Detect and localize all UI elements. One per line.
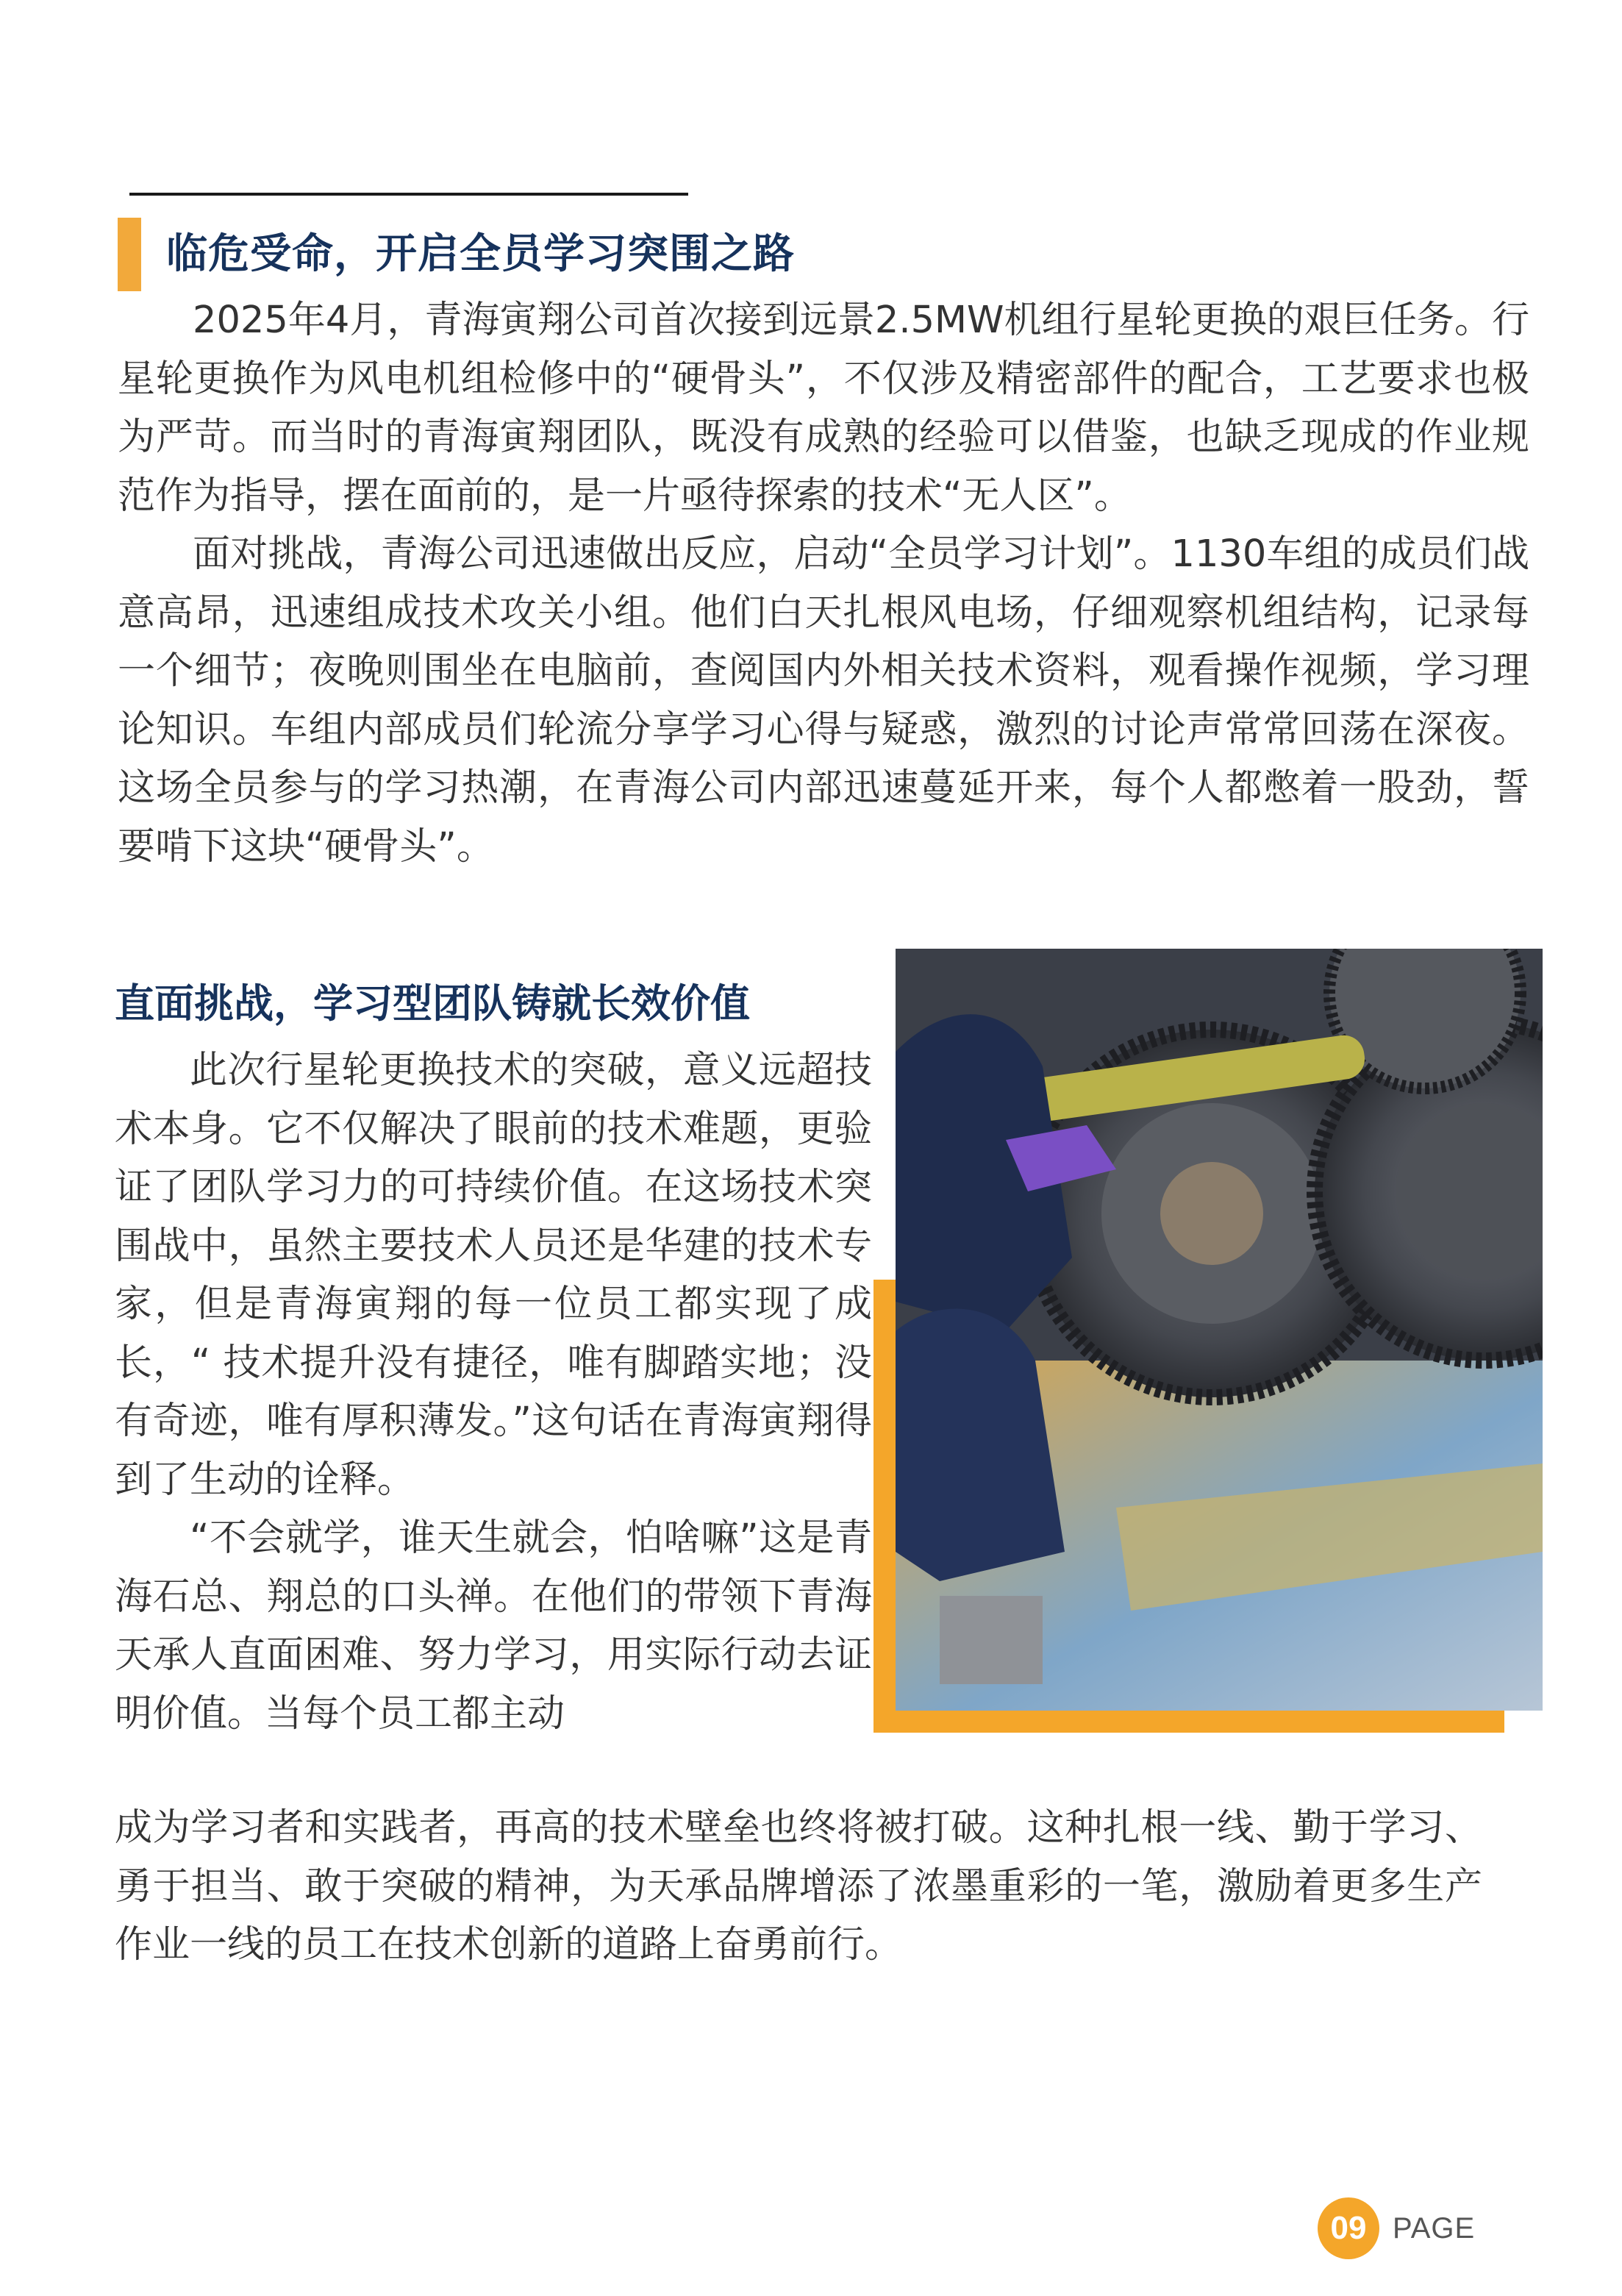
section-2-tail bbox=[115, 1799, 1482, 1975]
section-1-paragraph-2: 面对挑战，青海公司迅速做出反应，启动“全员学习计划”。1130车组的成员们战意高昂，迅速组成技术攻关小组。他们白天扎根风电场，仔细观察机组结构，记录每一个细节；夜晚则围坐在电脑前，查阅国内外相关技术资料，观看操作视频，学习理论知识。车组内部成员们轮流分享学习心得与疑惑，激烈的讨论声常常回荡在深夜。这场全员参与的学习热潮，在青海公司内部迅速蔓延开来，每个人都憋着一股劲，誓要啃下这块“硬骨头”。 bbox=[118, 532, 1529, 869]
section-2 bbox=[115, 971, 872, 1743]
page-label: PAGE bbox=[1393, 2211, 1476, 2245]
gearbox-photo bbox=[896, 949, 1543, 1711]
section-1-body bbox=[118, 291, 1529, 876]
section-2-paragraph-2: “不会就学，谁天生就会，怕啥嘛”这是青海石总、翔总的口头禅。在他们的带领下青海天承人直面困难、努力学习，用实际行动去证明价值。当每个员工都主动 bbox=[115, 1516, 872, 1736]
section-2-paragraph-1: 此次行星轮更换技术的突破，意义远超技术本身。它不仅解决了眼前的技术难题，更验证了团队学习力的可持续价值。在这场技术突围战中，虽然主要技术人员还是华建的技术专家，但是青海寅翔的每一位员工都实现了成长，“ 技术提升没有捷径，唯有脚踏实地；没有奇迹，唯有厚积薄发。”这句话在青海寅翔得到了生动的诠释。 bbox=[115, 1049, 872, 1502]
page-footer bbox=[1318, 2197, 1475, 2259]
section-1 bbox=[118, 218, 1529, 876]
section-2-paragraph-2-continued: 成为学习者和实践者，再高的技术壁垒也终将被打破。这种扎根一线、勤于学习、勇于担当、敢于突破的精神，为天承品牌增添了浓墨重彩的一笔，激励着更多生产作业一线的员工在技术创新的道路上奋勇前行。 bbox=[115, 1806, 1482, 1967]
heading-accent-bar bbox=[118, 218, 141, 291]
section-2-heading: 直面挑战，学习型团队铸就长效价值 bbox=[115, 980, 750, 1027]
top-divider bbox=[129, 193, 688, 196]
page-number-badge: 09 bbox=[1318, 2197, 1379, 2259]
section-1-paragraph-1: 2025年4月，青海寅翔公司首次接到远景2.5MW机组行星轮更换的艰巨任务。行星轮更换作为风电机组检修中的“硬骨头”，不仅涉及精密部件的配合，工艺要求也极为严苛。而当时的青海寅翔团队，既没有成熟的经验可以借鉴，也缺乏现成的作业规范作为指导，摆在面前的，是一片亟待探索的技术“无人区”。 bbox=[118, 299, 1529, 518]
gearbox-photo-illustration bbox=[896, 949, 1543, 1711]
section-1-heading-row bbox=[118, 218, 1529, 291]
section-1-heading: 临危受命，开启全员学习突围之路 bbox=[166, 230, 795, 278]
